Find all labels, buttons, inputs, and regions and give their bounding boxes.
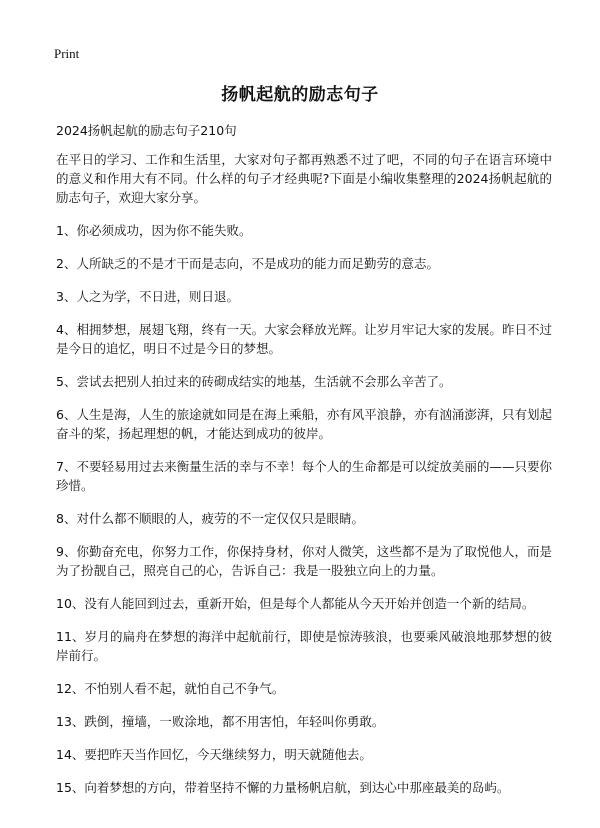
intro-paragraph: 在平日的学习、工作和生活里，大家对句子都再熟悉不过了吧，不同的句子在语言环境中的意义和作用大有不同。什么样的句子才经典呢?下面是小编收集整理的2024扬帆起航的励志句子，欢迎大家分享。: [56, 152, 552, 205]
document-body: [56, 150, 552, 811]
list-item: 12、不怕别人看不起，就怕自己不争气。: [56, 681, 285, 696]
list-item: 15、向着梦想的方向，带着坚持不懈的力量杨帆启航，到达心中那座最美的岛屿。: [56, 780, 510, 795]
list-item: 13、跌倒，撞墙，一败涂地，都不用害怕，年轻叫你勇敢。: [56, 714, 385, 729]
list-item: 3、人之为学，不日进，则日退。: [56, 289, 239, 304]
list-item: 5、尝试去把别人拍过来的砖砌成结实的地基，生活就不会那么辛苦了。: [56, 374, 452, 389]
list-item: 7、不要轻易用过去来衡量生活的幸与不幸！每个人的生命都是可以绽放美丽的——只要你珍惜。: [56, 459, 552, 493]
list-item: 6、人生是海，人生的旅途就如同是在海上乘船，亦有风平浪静，亦有汹涌澎湃，只有划起奋斗的桨，扬起理想的帆，才能达到成功的彼岸。: [56, 407, 552, 441]
list-item: 11、岁月的扁舟在梦想的海洋中起航前行，即使是惊涛骇浪，也要乘风破浪地那梦想的彼岸前行。: [56, 629, 552, 663]
document-subtitle: 2024扬帆起航的励志句子210句: [56, 123, 237, 138]
list-item: 8、对什么都不顺眼的人，疲劳的不一定仅仅只是眼睛。: [56, 511, 364, 526]
document-title: 扬帆起航的励志句子: [221, 85, 379, 105]
list-item: 10、没有人能回到过去，重新开始，但是每个人都能从今天开始并创造一个新的结局。: [56, 596, 535, 611]
list-item: 2、人所缺乏的不是才干而是志向，不是成功的能力而足勤劳的意志。: [56, 256, 439, 271]
list-item: 9、你勤奋充电，你努力工作，你保持身材，你对人微笑，这些都不是为了取悦他人，而是为了扮靓自己，照亮自己的心，告诉自己：我是一股独立向上的力量。: [56, 544, 552, 578]
print-link[interactable]: Print: [54, 46, 80, 61]
list-item: 4、相拥梦想，展翅飞翔，终有一天。大家会释放光辉。让岁月牢记大家的发展。昨日不过是今日的追忆，明日不过是今日的梦想。: [56, 322, 552, 356]
list-item: 14、要把昨天当作回忆，今天继续努力，明天就随他去。: [56, 747, 372, 762]
list-item: 1、你必须成功，因为你不能失败。: [56, 223, 252, 238]
